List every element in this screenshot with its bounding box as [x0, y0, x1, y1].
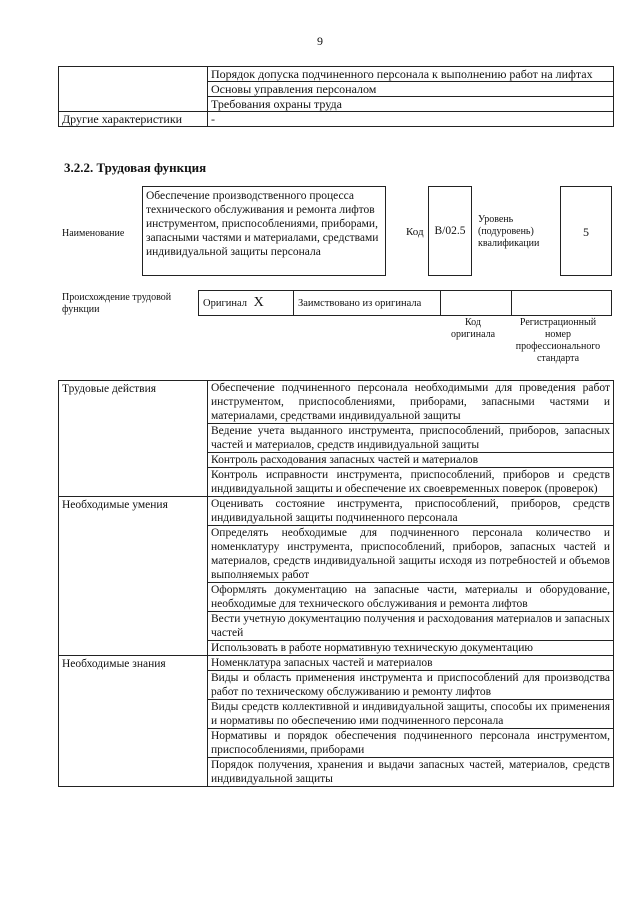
table-row — [59, 67, 614, 82]
item-cell: Определять необходимые для подчиненного персонала количество и номенклатуру инструмента, приспособлений, приборов, запасных частей и материалов, средств индивидуальной защиты исходя из потребностей и объемов выполняемых работ — [208, 526, 614, 583]
item-cell: Ведение учета выданного инструмента, приспособлений, приборов, запасных частей и материалов, средств индивидуальной защиты — [208, 424, 614, 453]
item-cell: Нормативы и порядок обеспечения подчиненного персонала инструментом, приспособлениями, приборами — [208, 729, 614, 758]
top-table — [58, 66, 614, 127]
table-row — [59, 112, 614, 127]
table-row — [59, 497, 614, 526]
original-mark: Х — [253, 295, 264, 310]
level-label: Уровень (подуровень) квалификации — [478, 214, 540, 249]
borrowed-cell: Заимствовано из оригинала — [294, 291, 441, 316]
original-label: Оригинал — [203, 298, 247, 309]
item-cell: Номенклатура запасных частей и материалов — [208, 656, 614, 671]
code-label: Код — [406, 226, 424, 238]
table-row — [199, 291, 612, 316]
origin-label: Происхождение трудовой функции — [62, 292, 172, 315]
category-cell: Трудовые действия — [59, 381, 208, 497]
name-label: Наименование — [62, 228, 125, 239]
item-cell: Вести учетную документацию получения и расходования материалов и запасных частей — [208, 612, 614, 641]
table-row — [59, 656, 614, 671]
origin-table — [198, 290, 612, 316]
function-name-box: Обеспечение производственного процесса технического обслуживания и ремонта лифтов инструментом, приспособлениями, приборами, запасными частями и материалами, средствами индивидуальной защиты персонала — [142, 186, 386, 276]
item-cell: Виды средств коллективной и индивидуальной защиты, способы их применения и нормативы по обеспечению ими подчиненного персонала — [208, 700, 614, 729]
item-cell: Контроль расходования запасных частей и материалов — [208, 453, 614, 468]
category-cell: Необходимые умения — [59, 497, 208, 656]
original-cell — [199, 291, 294, 316]
function-code-box: В/02.5 — [428, 186, 472, 276]
item-cell: Оформлять документацию на запасные части, материалы и оборудование, необходимые для технического обслуживания и ремонта лифтов — [208, 583, 614, 612]
category-cell: Необходимые знания — [59, 656, 208, 787]
section-title: 3.2.2. Трудовая функция — [64, 160, 207, 175]
original-code-cell — [441, 291, 512, 316]
item-cell: Контроль исправности инструмента, приспособлений, приборов и средств индивидуальной защиты и обеспечение их своевременных поверок (проверок) — [208, 468, 614, 497]
row-value: - — [208, 112, 614, 127]
table-row — [59, 381, 614, 424]
row-value: Требования охраны труда — [208, 97, 614, 112]
item-cell: Порядок получения, хранения и выдачи запасных частей, материалов, средств индивидуальной защиты — [208, 758, 614, 787]
item-cell: Обеспечение подчиненного персонала необходимыми для проведения работ инструментом, приспособлениями, приборами, запасными частями и материалами, средствами индивидуальной защиты — [208, 381, 614, 424]
row-value: Порядок допуска подчиненного персонала к выполнению работ на лифтах — [208, 67, 614, 82]
page-number: 9 — [317, 34, 323, 48]
reg-number-caption: Регистрационный номер профессионального стандарта — [515, 317, 601, 364]
reg-number-cell — [512, 291, 612, 316]
row-label — [59, 67, 208, 112]
item-cell: Виды и область применения инструмента и приспособлений для производства работ по техническому обслуживанию и ремонту лифтов — [208, 671, 614, 700]
row-label: Другие характеристики — [59, 112, 208, 127]
item-cell: Оценивать состояние инструмента, приспособлений, приборов, средств индивидуальной защиты подчиненного персонала — [208, 497, 614, 526]
row-value: Основы управления персоналом — [208, 82, 614, 97]
original-code-caption: Код оригинала — [450, 317, 496, 340]
main-table — [58, 380, 614, 787]
level-box: 5 — [560, 186, 612, 276]
item-cell: Использовать в работе нормативную техническую документацию — [208, 641, 614, 656]
